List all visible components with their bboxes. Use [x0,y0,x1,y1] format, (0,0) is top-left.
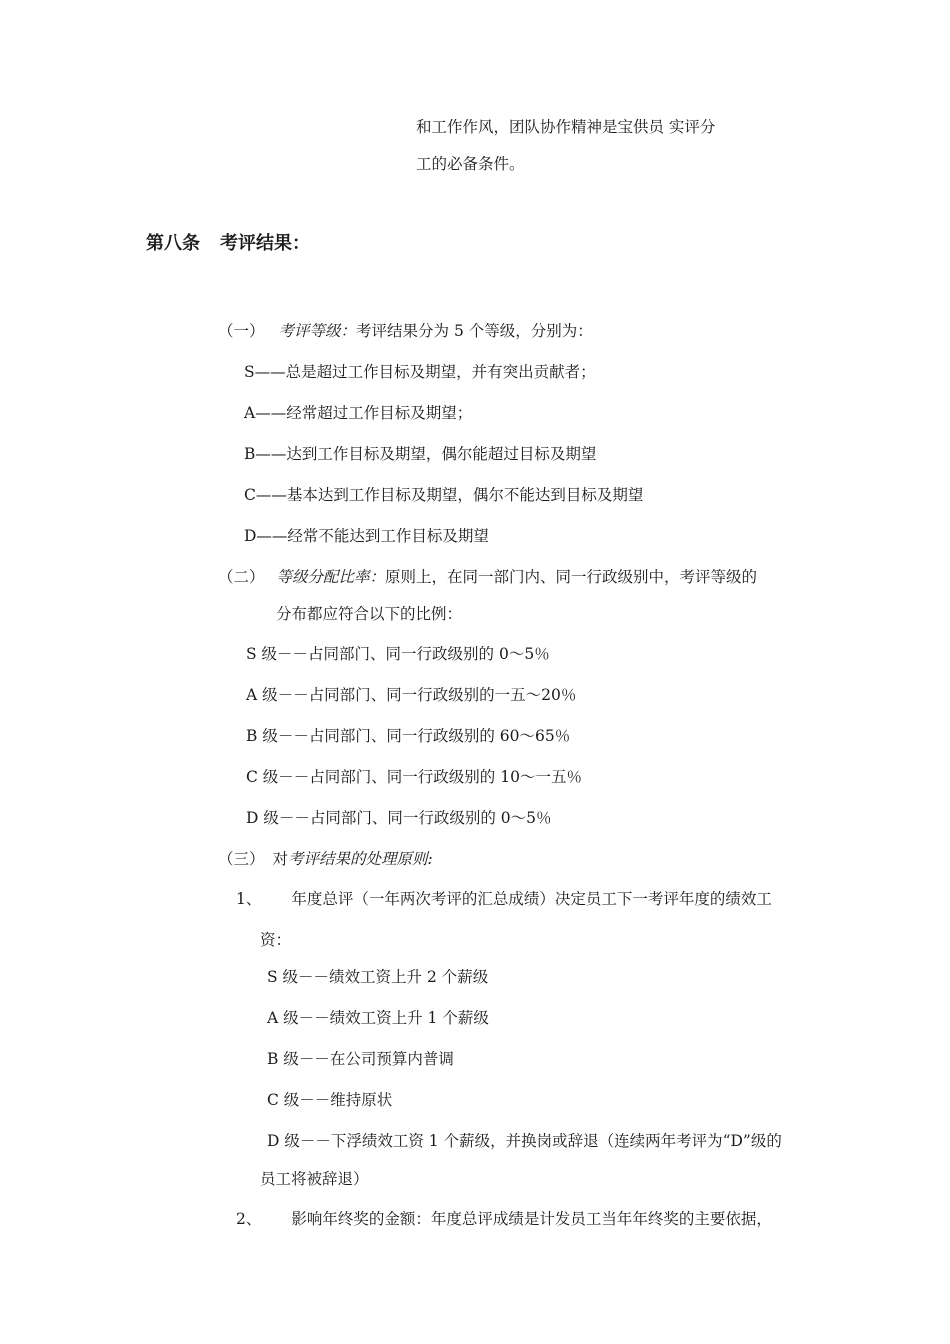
section-3-label: 考评结果的处理原则: [288,850,433,868]
item-2 [236,1209,772,1229]
rule-item-c: C 级－－维持原状 [267,1091,393,1109]
continuation-line-1: 和工作作风，团队协作精神是宝供员 实评分 [416,118,716,136]
section-1-text: 考评结果分为 5 个等级，分别为： [356,322,593,340]
rule-item-d: D 级－－下浮绩效工资 1 个薪级，并换岗或辞退（连续两年考评为“D”级的 [267,1132,782,1150]
grade-item-b: B——达到工作目标及期望，偶尔能超过目标及期望 [244,445,597,463]
article-number: 第八条 [146,233,200,254]
section-3-marker: （三） [218,850,265,868]
grade-item-c: C——基本达到工作目标及期望，偶尔不能达到目标及期望 [244,486,644,504]
item-1-number: 1、 [236,890,262,908]
ratio-item-s: S 级－－占同部门、同一行政级别的 0～5％ [246,645,550,663]
section-2-text-cont: 分布都应符合以下的比例： [276,605,463,623]
section-2-label: 等级分配比率： [276,568,386,586]
continuation-line-2: 工的必备条件。 [416,155,525,173]
item-2-text: 影响年终奖的金额：年度总评成绩是计发员工当年年终奖的主要依据， [291,1210,772,1228]
item-1-text-cont: 资： [260,931,292,949]
ratio-item-c: C 级－－占同部门、同一行政级别的 10～一五％ [246,768,582,786]
section-1-marker: （一） [218,322,265,340]
section-2-intro [218,567,757,587]
ratio-item-b: B 级－－占同部门、同一行政级别的 60～65％ [246,727,571,745]
article-title: 考评结果： [220,233,310,254]
section-1-intro [218,321,593,341]
rule-item-b: B 级－－在公司预算内普调 [267,1050,454,1068]
ratio-item-a: A 级－－占同部门、同一行政级别的一五～20％ [246,686,577,704]
section-1-label: 考评等级： [278,322,357,340]
section-2-text: 原则上，在同一部门内、同一行政级别中，考评等级的 [385,568,758,586]
section-3-prefix: 对 [272,850,289,868]
rule-item-a: A 级－－绩效工资上升 1 个薪级 [267,1009,489,1027]
item-1-text: 年度总评（一年两次考评的汇总成绩）决定员工下一考评年度的绩效工 [291,890,772,908]
article-heading [146,232,310,256]
section-2-marker: （二） [218,568,265,586]
item-2-number: 2、 [236,1210,262,1228]
grade-item-s: S——总是超过工作目标及期望，并有突出贡献者； [244,363,596,381]
item-1 [236,889,772,909]
rule-item-s: S 级－－绩效工资上升 2 个薪级 [267,968,489,986]
grade-item-a: A——经常超过工作目标及期望； [244,404,473,422]
section-3-intro [218,849,433,869]
ratio-item-d: D 级－－占同部门、同一行政级别的 0～5％ [246,809,552,827]
rule-item-d-cont: 员工将被辞退） [260,1170,369,1188]
grade-item-d: D——经常不能达到工作目标及期望 [244,527,489,545]
